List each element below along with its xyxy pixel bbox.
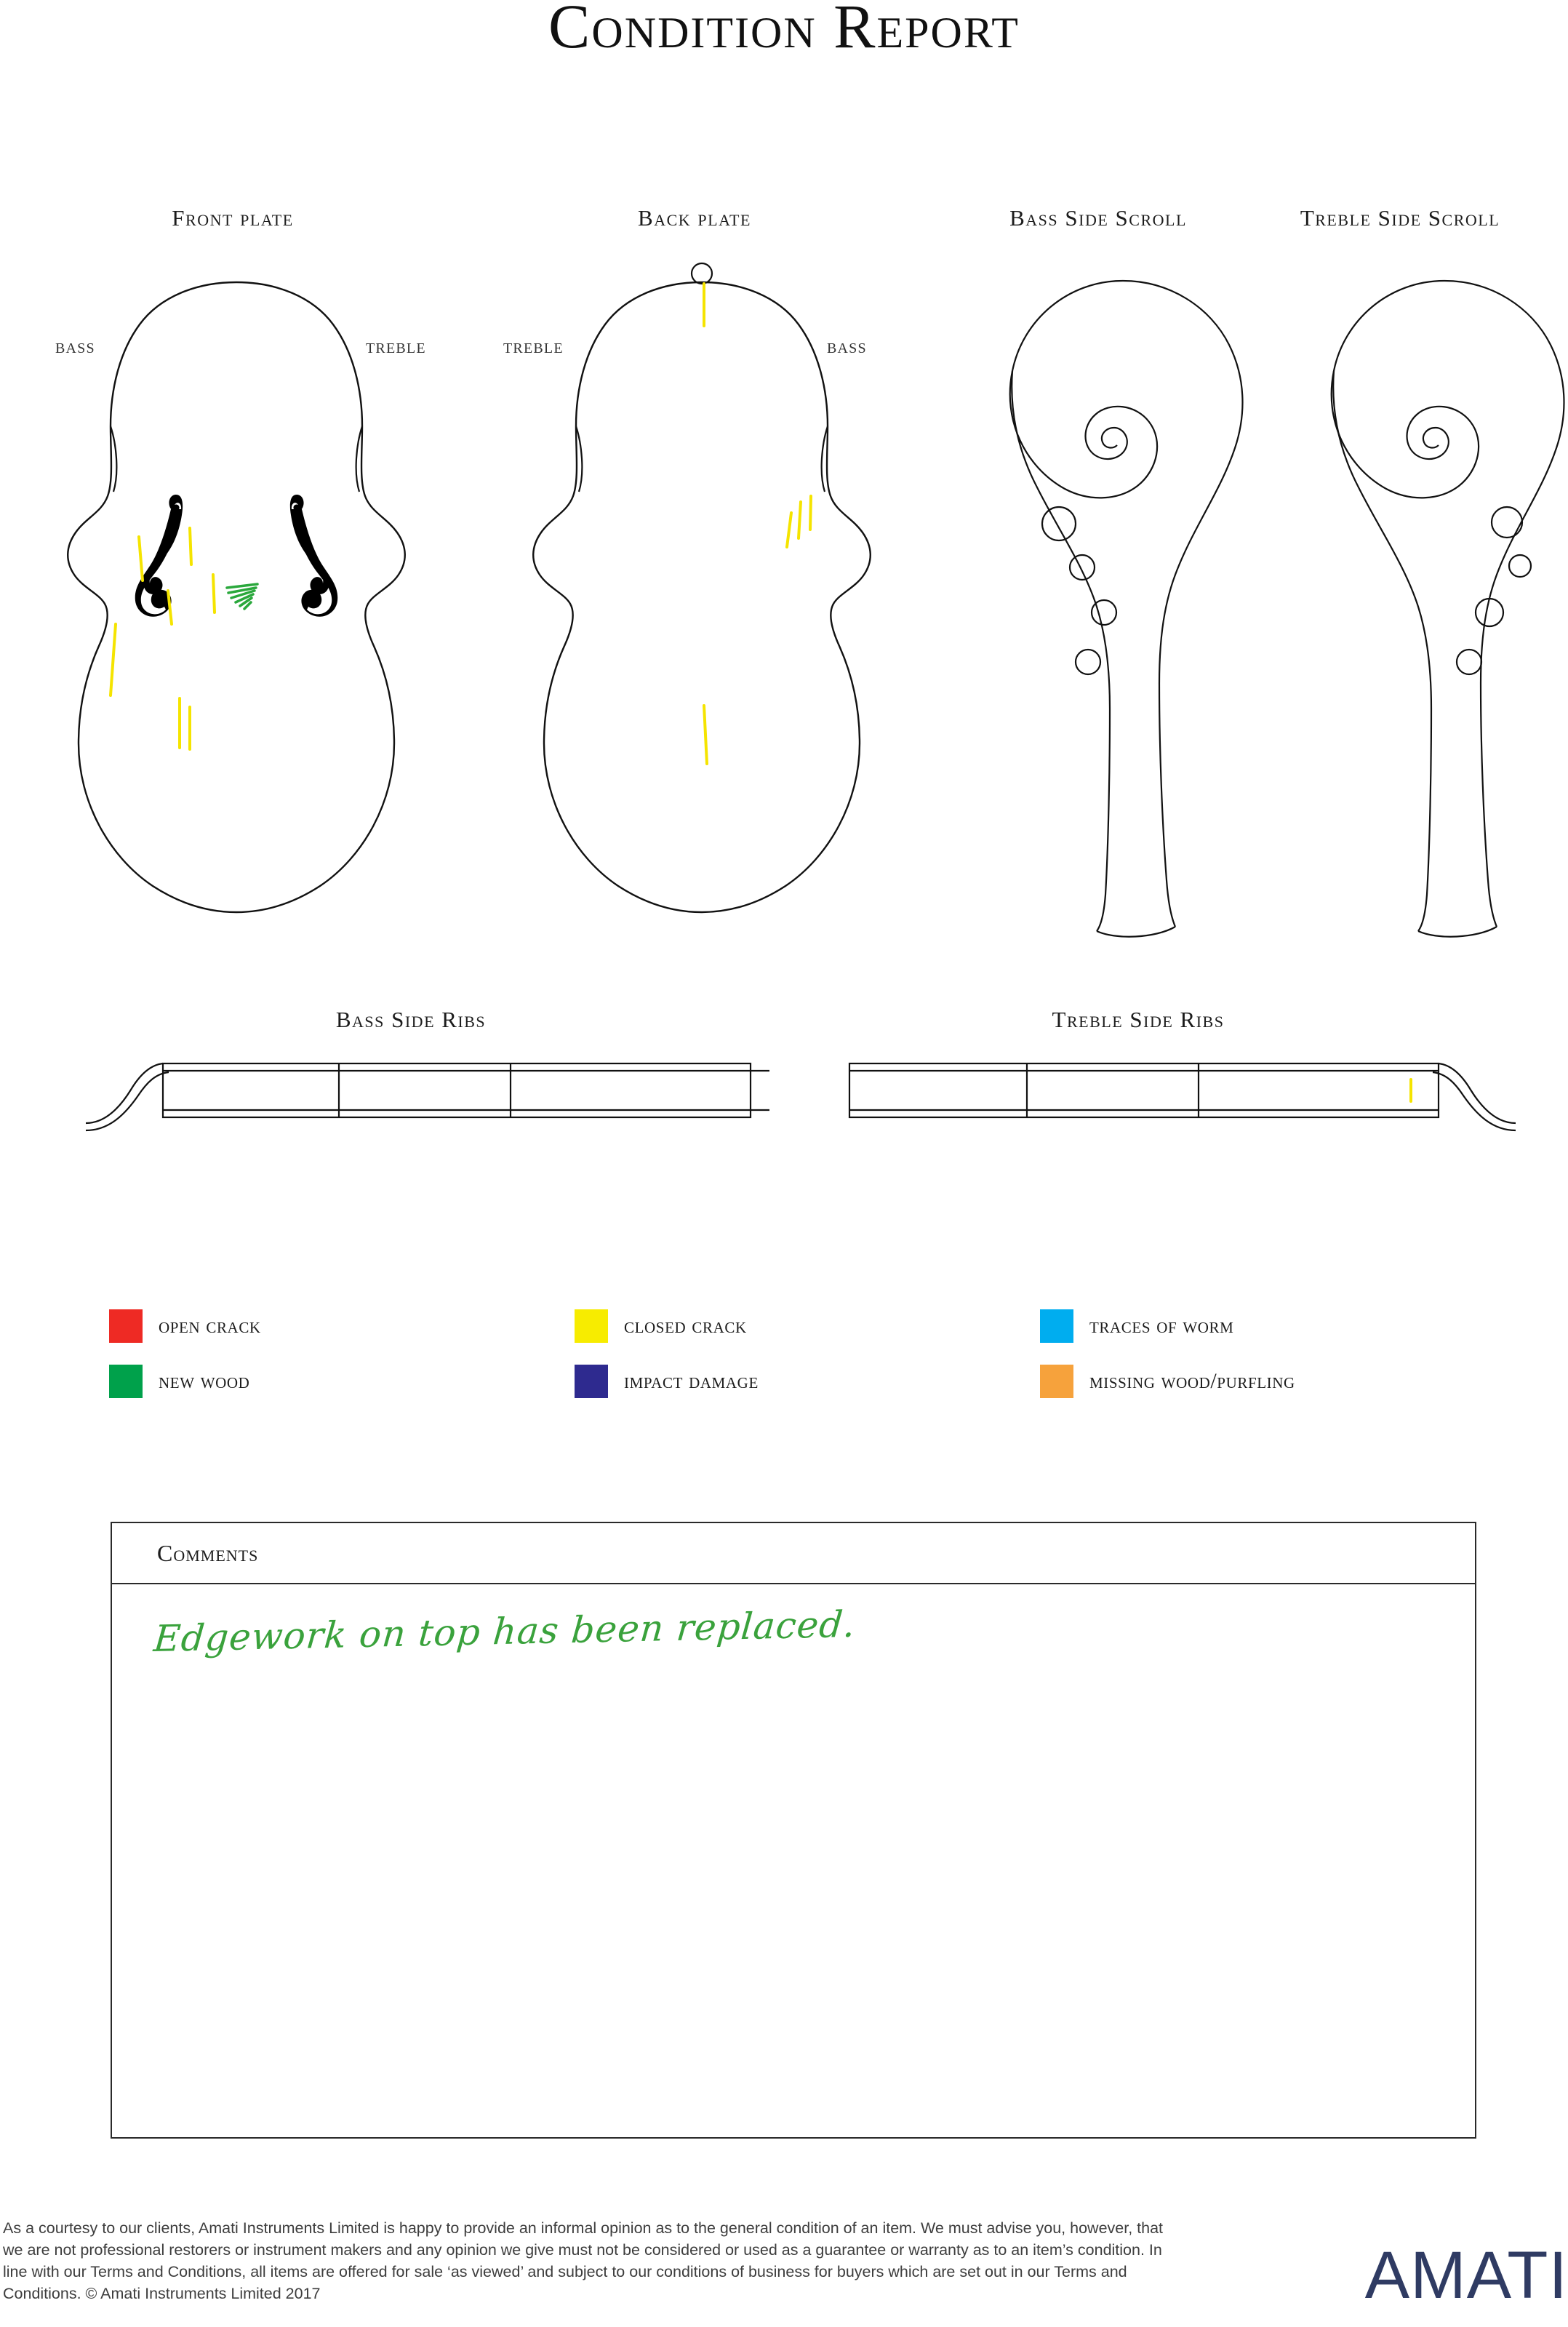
damage-legend bbox=[109, 1309, 1505, 1420]
caption-bass-side-ribs: Bass Side Ribs bbox=[335, 1007, 487, 1032]
bass-side-ribs-diagram bbox=[80, 1039, 778, 1141]
caption-treble-side-ribs: Treble Side Ribs bbox=[1052, 1007, 1225, 1032]
legend-swatch-traces-of-worm bbox=[1040, 1309, 1073, 1343]
caption-front-plate: Front plate bbox=[172, 205, 294, 231]
page-title: Condition Report bbox=[548, 0, 1020, 61]
caption-bass-side-scroll: Bass Side Scroll bbox=[1009, 205, 1187, 231]
label-front-treble: TREBLE bbox=[366, 340, 426, 356]
amati-logo: AMATI bbox=[1364, 2238, 1568, 2312]
footer-disclaimer: As a courtesy to our clients, Amati Instruments Limited is happy to provide an informal opinion as to the general condition of an item. We must advise you, however, that we are not professional restorers or instrument makers and any opinion we give must not be considered or used as a guarantee or warranty as to an item’s condition. In line with our Terms and Conditions, all items are offered for sale ‘as viewed’ and subject to our conditions of business for buyers which are set out in our Terms and Conditions. © Amati Instruments Limited 2017 bbox=[3, 2219, 1164, 2302]
treble-side-scroll-diagram bbox=[1302, 269, 1568, 946]
legend-row-1 bbox=[109, 1309, 1505, 1343]
bass-side-scroll-diagram bbox=[980, 269, 1271, 946]
legend-item-impact-damage bbox=[575, 1365, 1040, 1398]
back-plate-diagram bbox=[509, 262, 895, 946]
label-front-bass: BASS bbox=[55, 340, 95, 356]
comments-header-label: Comments bbox=[157, 1539, 259, 1566]
legend-swatch-new-wood bbox=[109, 1365, 143, 1398]
comments-box bbox=[111, 1522, 1476, 2139]
comments-body[interactable] bbox=[112, 1584, 1475, 1693]
comments-text: Edgework on top has been replaced. bbox=[152, 1602, 857, 1660]
legend-label-closed-crack: closed crack bbox=[624, 1314, 747, 1338]
legend-item-closed-crack bbox=[575, 1309, 1040, 1343]
caption-back-plate: Back plate bbox=[638, 205, 751, 231]
legend-swatch-impact-damage bbox=[575, 1365, 608, 1398]
legend-item-open-crack bbox=[109, 1309, 575, 1343]
comments-header bbox=[112, 1523, 1475, 1584]
legend-label-new-wood: new wood bbox=[159, 1369, 250, 1393]
legend-item-new-wood bbox=[109, 1365, 575, 1398]
treble-side-ribs-diagram bbox=[822, 1039, 1542, 1141]
legend-swatch-missing-wood bbox=[1040, 1365, 1073, 1398]
legend-row-2 bbox=[109, 1365, 1505, 1398]
legend-label-open-crack: open crack bbox=[159, 1314, 261, 1338]
legend-item-traces-of-worm bbox=[1040, 1309, 1505, 1343]
legend-swatch-open-crack bbox=[109, 1309, 143, 1343]
legend-item-missing-wood bbox=[1040, 1365, 1505, 1398]
label-back-treble: TREBLE bbox=[503, 340, 564, 356]
legend-swatch-closed-crack bbox=[575, 1309, 608, 1343]
caption-treble-side-scroll: Treble Side Scroll bbox=[1300, 205, 1500, 231]
label-back-bass: BASS bbox=[827, 340, 867, 356]
legend-label-missing-wood: missing wood/purfling bbox=[1089, 1369, 1295, 1393]
legend-label-impact-damage: impact damage bbox=[624, 1369, 759, 1393]
front-plate-diagram bbox=[44, 262, 429, 946]
legend-label-traces-of-worm: traces of worm bbox=[1089, 1314, 1234, 1338]
